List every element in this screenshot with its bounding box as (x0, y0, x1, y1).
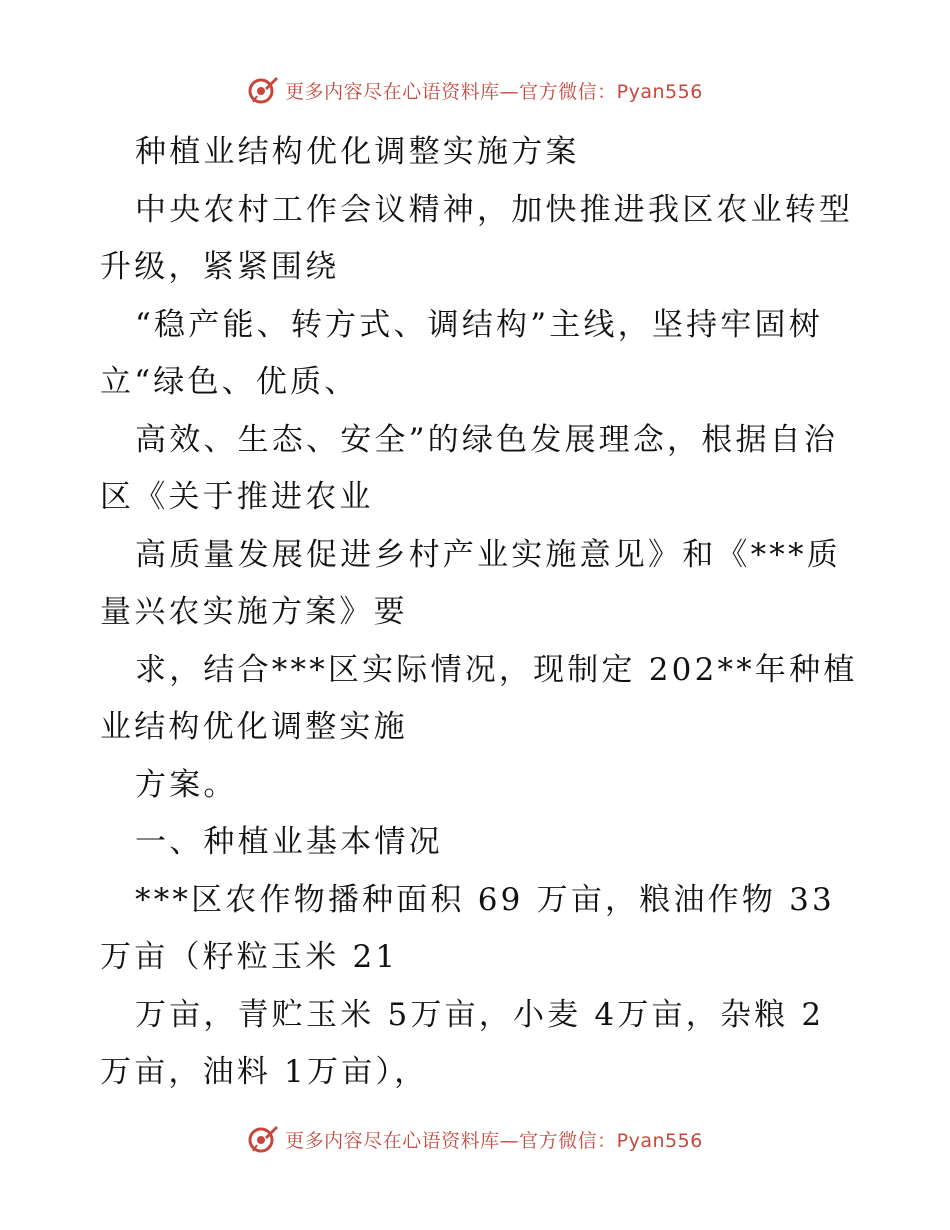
paragraph-line: “稳产能、转方式、调结构”主线，坚持牢固树 (135, 306, 823, 343)
footer-watermark (0, 1119, 950, 1159)
paragraph-line: 区《关于推进农业 (100, 479, 374, 515)
paragraph-line: ***区农作物播种面积 69 万亩，粮油作物 33 (135, 881, 835, 918)
paragraph-line: 方案。 (135, 766, 238, 803)
paragraph-line: 万亩，油料 1万亩）， (100, 1054, 429, 1090)
paragraph-line: 立“绿色、优质、 (100, 364, 359, 400)
paragraph-line: 升级，紧紧围绕 (100, 249, 340, 285)
pen-logo-icon (247, 74, 279, 106)
paragraph-line: 高质量发展促进乡村产业实施意见》和《***质 (135, 536, 841, 573)
paragraph-line: 种植业结构优化调整实施方案 (135, 134, 580, 170)
document-body (100, 124, 860, 1102)
paragraph-line: 求，结合***区实际情况，现制定 202**年种植 (135, 651, 858, 688)
paragraph-line: 中央农村工作会议精神，加快推进我区农业转型 (135, 191, 854, 228)
paragraph-line: 量兴农实施方案》要 (100, 594, 408, 630)
watermark-group (247, 1123, 703, 1155)
watermark-text: 更多内容尽在心语资料库—官方微信：Pyan556 (285, 1129, 703, 1152)
watermark-group (247, 74, 703, 106)
paragraph-line: 万亩，青贮玉米 5万亩，小麦 4万亩，杂粮 2 (135, 996, 825, 1033)
paragraph-line: 万亩（籽粒玉米 21 (100, 939, 399, 975)
paragraph-line: 业结构优化调整实施 (100, 709, 408, 745)
header-watermark (0, 70, 950, 110)
watermark-text: 更多内容尽在心语资料库—官方微信：Pyan556 (285, 80, 703, 103)
paragraph-line: 一、种植业基本情况 (135, 824, 443, 860)
paragraph-line: 高效、生态、安全”的绿色发展理念，根据自治 (135, 421, 839, 458)
pen-logo-icon (247, 1123, 279, 1155)
